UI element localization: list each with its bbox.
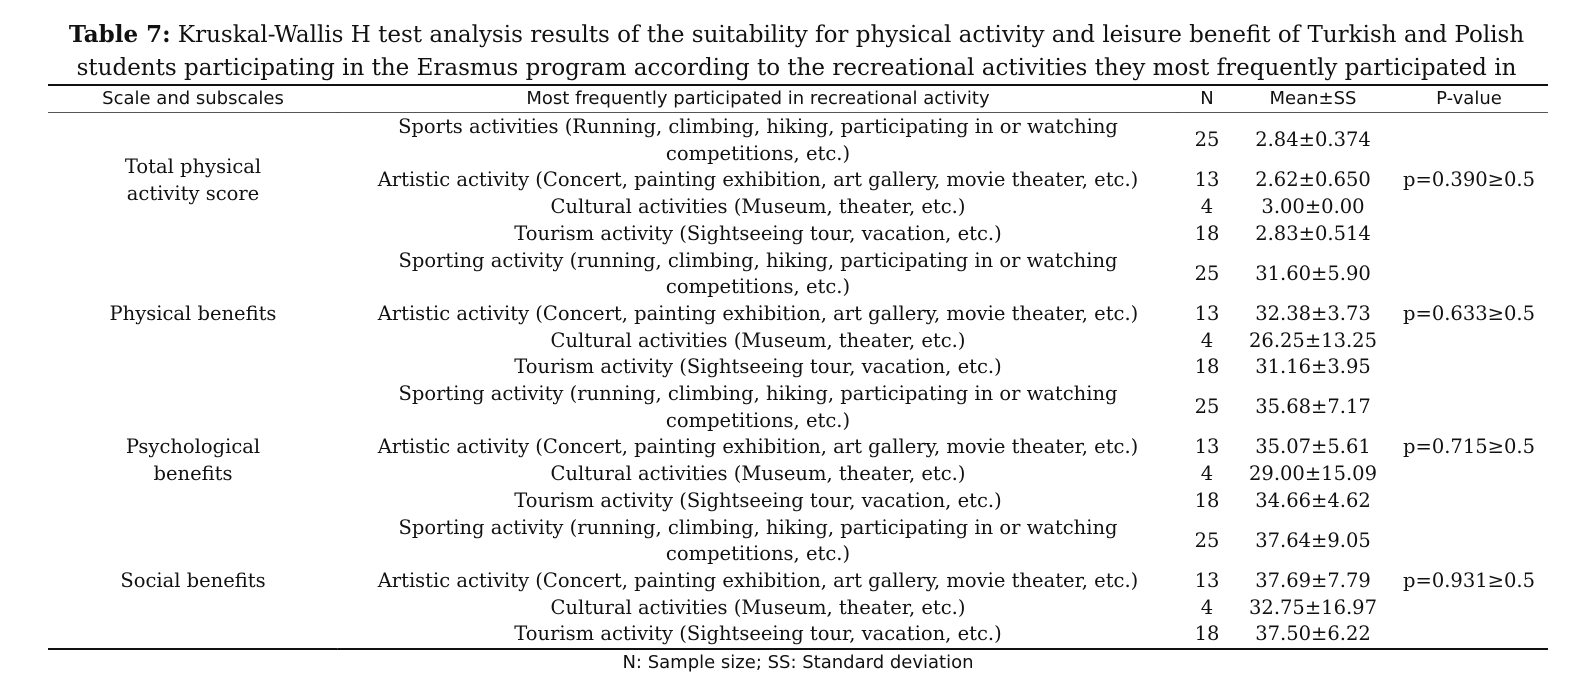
p-value-cell: p=0.633≥0.5: [1403, 301, 1535, 325]
header-p-value: P-value: [1436, 88, 1502, 109]
activity-cell: Tourism activity (Sightseeing tour, vacation, etc.): [514, 488, 1002, 512]
mean-cell: 37.50±6.22: [1255, 622, 1371, 646]
mean-cell: 37.64±9.05: [1255, 528, 1371, 552]
mean-cell: 31.16±3.95: [1255, 355, 1371, 379]
n-cell: 13: [1194, 301, 1220, 325]
mean-cell: 3.00±0.00: [1261, 195, 1365, 219]
n-cell: 4: [1200, 328, 1214, 352]
p-value-cell: p=0.390≥0.5: [1403, 168, 1535, 192]
mean-cell: 2.84±0.374: [1255, 128, 1371, 152]
scale-cell: Psychological benefits: [125, 435, 261, 486]
column-tick: [337, 648, 338, 649]
header-mean: Mean±SS: [1269, 88, 1357, 109]
activity-cell: Sporting activity (running, climbing, hiking, participating in or watching competitions, etc.): [398, 248, 1118, 299]
n-cell: 25: [1194, 261, 1220, 285]
n-cell: 4: [1200, 462, 1214, 486]
activity-cell: Artistic activity (Concert, painting exhibition, art gallery, movie theater, etc.): [377, 568, 1139, 592]
n-cell: 25: [1194, 128, 1220, 152]
header-scale: Scale and subscales: [102, 88, 284, 109]
n-cell: 25: [1194, 395, 1220, 419]
activity-cell: Tourism activity (Sightseeing tour, vacation, etc.): [514, 221, 1002, 245]
scale-cell: Physical benefits: [109, 301, 277, 325]
activity-cell: Cultural activities (Museum, theater, etc.): [550, 328, 966, 352]
n-cell: 18: [1194, 221, 1220, 245]
activity-cell: Cultural activities (Museum, theater, etc.): [550, 195, 966, 219]
mean-cell: 32.75±16.97: [1249, 595, 1377, 619]
n-cell: 13: [1194, 168, 1220, 192]
mean-cell: 2.62±0.650: [1255, 168, 1371, 192]
caption-label: Table 7:: [68, 21, 171, 48]
mean-cell: 26.25±13.25: [1249, 328, 1377, 352]
activity-cell: Artistic activity (Concert, painting exhibition, art gallery, movie theater, etc.): [377, 435, 1139, 459]
mean-cell: 37.69±7.79: [1255, 568, 1371, 592]
mean-cell: 34.66±4.62: [1255, 488, 1371, 512]
p-value-cell: p=0.931≥0.5: [1403, 568, 1535, 592]
n-cell: 18: [1194, 488, 1220, 512]
header-activity: Most frequently participated in recreational activity: [526, 88, 990, 109]
n-cell: 13: [1194, 568, 1220, 592]
activity-cell: Artistic activity (Concert, painting exhibition, art gallery, movie theater, etc.): [377, 168, 1139, 192]
n-cell: 4: [1200, 195, 1214, 219]
activity-cell: Cultural activities (Museum, theater, etc.): [550, 595, 966, 619]
header-n: N: [1200, 88, 1214, 109]
n-cell: 4: [1200, 595, 1214, 619]
scale-cell: Social benefits: [120, 568, 266, 592]
activity-cell: Sports activities (Running, climbing, hiking, participating in or watching competitions, etc.): [398, 115, 1118, 165]
activity-cell: Sporting activity (running, climbing, hiking, participating in or watching competitions, etc.): [398, 515, 1118, 566]
n-cell: 18: [1194, 622, 1220, 646]
mean-cell: 29.00±15.09: [1249, 462, 1377, 486]
table-caption: [40, 18, 1553, 85]
mean-cell: 35.68±7.17: [1255, 395, 1371, 419]
n-cell: 18: [1194, 355, 1220, 379]
activity-cell: Artistic activity (Concert, painting exhibition, art gallery, movie theater, etc.): [377, 301, 1139, 325]
mean-cell: 32.38±3.73: [1255, 301, 1371, 325]
mean-cell: 35.07±5.61: [1255, 435, 1371, 459]
mean-cell: 31.60±5.90: [1255, 261, 1371, 285]
n-cell: 25: [1194, 528, 1220, 552]
activity-cell: Cultural activities (Museum, theater, etc.): [550, 462, 966, 486]
table-footnote: N: Sample size; SS: Standard deviation: [622, 652, 974, 673]
p-value-cell: p=0.715≥0.5: [1403, 435, 1535, 459]
bottom-rule: [48, 648, 1548, 650]
activity-cell: Tourism activity (Sightseeing tour, vacation, etc.): [514, 355, 1002, 379]
mean-cell: 2.83±0.514: [1255, 221, 1371, 245]
activity-cell: Tourism activity (Sightseeing tour, vacation, etc.): [514, 622, 1002, 646]
scale-cell: Total physical activity score: [124, 155, 262, 205]
n-cell: 13: [1194, 435, 1220, 459]
caption-text: Kruskal-Wallis H test analysis results of the suitability for physical activity and leisure benefit of Turkish and Polish students participating in the Erasmus program according to the recreational activities they most frequently participated in: [76, 22, 1525, 81]
activity-cell: Sporting activity (running, climbing, hiking, participating in or watching competitions, etc.): [398, 382, 1118, 432]
